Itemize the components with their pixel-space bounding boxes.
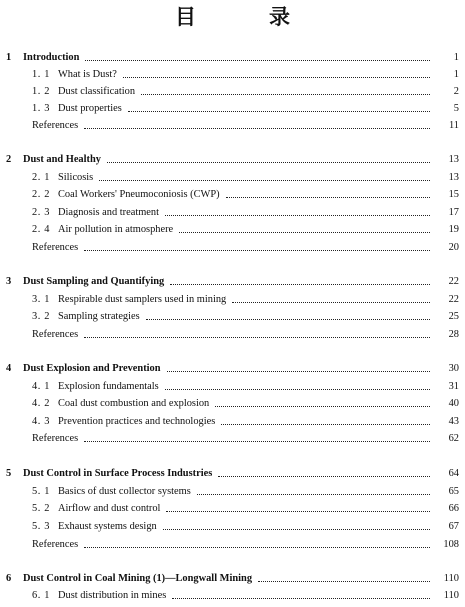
chapter-number: 6 — [6, 573, 12, 584]
toc-section-2-4[interactable] — [0, 222, 465, 238]
dot-leader — [84, 440, 430, 442]
references-label: References — [32, 329, 79, 340]
section-number: 3. 1 — [32, 294, 50, 305]
page-number: 28 — [448, 329, 459, 340]
toc-section-2-3[interactable] — [0, 205, 465, 221]
toc-section-1-3[interactable] — [0, 101, 465, 117]
dot-leader — [215, 405, 430, 407]
chapter-title: Dust Control in Coal Mining (1)—Longwall Mining — [23, 573, 253, 584]
dot-leader — [84, 127, 430, 129]
page-number: 13 — [448, 172, 459, 183]
section-title: Dust classification — [58, 86, 136, 97]
page-number: 110 — [443, 590, 459, 601]
page-number: 62 — [448, 433, 459, 444]
dot-leader — [165, 388, 430, 390]
references-label: References — [32, 539, 79, 550]
toc-references-4[interactable] — [0, 431, 465, 447]
toc-section-4-3[interactable] — [0, 414, 465, 430]
dot-leader — [258, 580, 430, 582]
section-title: Sampling strategies — [58, 311, 140, 322]
dot-leader — [172, 597, 430, 599]
chapter-title: Dust Sampling and Quantifying — [23, 276, 165, 287]
chapter-title: Dust and Healthy — [23, 154, 101, 165]
section-number: 4. 3 — [32, 416, 50, 427]
page-number: 25 — [448, 311, 459, 322]
section-number: 1. 2 — [32, 86, 50, 97]
dot-leader — [128, 110, 430, 112]
section-number: 1. 3 — [32, 103, 50, 114]
section-title: Exhaust systems design — [58, 521, 157, 532]
toc-section-4-2[interactable] — [0, 396, 465, 412]
toc-section-2-2[interactable] — [0, 187, 465, 203]
dot-leader — [179, 231, 430, 233]
toc-section-5-2[interactable] — [0, 501, 465, 517]
dot-leader — [165, 214, 430, 216]
toc-references-1[interactable] — [0, 118, 465, 134]
section-number: 2. 4 — [32, 224, 50, 235]
toc-chapter-2[interactable] — [0, 152, 465, 168]
chapter-title: Dust Control in Surface Process Industries — [23, 468, 213, 479]
section-title: Explosion fundamentals — [58, 381, 159, 392]
chapter-number: 4 — [6, 363, 12, 374]
page-number: 108 — [443, 539, 459, 550]
dot-leader — [218, 475, 430, 477]
page-number: 64 — [448, 468, 459, 479]
dot-leader — [85, 59, 430, 61]
chapter-number: 5 — [6, 468, 12, 479]
section-title: Diagnosis and treatment — [58, 207, 159, 218]
page-title: 目 录 — [175, 5, 316, 29]
page-number: 43 — [448, 416, 459, 427]
toc-references-2[interactable] — [0, 240, 465, 256]
page-number: 30 — [448, 363, 459, 374]
section-title: What is Dust? — [58, 69, 117, 80]
toc-chapter-4[interactable] — [0, 361, 465, 377]
chapter-number: 3 — [6, 276, 12, 287]
page-number: 11 — [448, 120, 459, 131]
section-number: 5. 2 — [32, 503, 50, 514]
toc-chapter-6[interactable] — [0, 571, 465, 587]
dot-leader — [141, 93, 430, 95]
references-label: References — [32, 433, 79, 444]
section-title: Respirable dust samplers used in mining — [58, 294, 227, 305]
page-number: 31 — [448, 381, 459, 392]
chapter-title: Introduction — [23, 52, 80, 63]
toc-section-5-3[interactable] — [0, 519, 465, 535]
section-title: Air pollution in atmosphere — [58, 224, 174, 235]
section-title: Coal Workers' Pneumoconiosis (CWP) — [58, 189, 220, 200]
section-number: 4. 2 — [32, 398, 50, 409]
section-title: Prevention practices and technologies — [58, 416, 216, 427]
references-label: References — [32, 120, 79, 131]
dot-leader — [84, 249, 430, 251]
references-label: References — [32, 242, 79, 253]
dot-leader — [166, 510, 430, 512]
section-number: 3. 2 — [32, 311, 50, 322]
page-number: 5 — [453, 103, 459, 114]
toc-section-1-2[interactable] — [0, 84, 465, 100]
dot-leader — [107, 161, 430, 163]
dot-leader — [197, 493, 430, 495]
page-number: 17 — [448, 207, 459, 218]
dot-leader — [221, 423, 430, 425]
page-number: 66 — [448, 503, 459, 514]
page-number: 22 — [448, 294, 459, 305]
page-number: 19 — [448, 224, 459, 235]
page-number: 67 — [448, 521, 459, 532]
dot-leader — [232, 301, 430, 303]
toc-references-5[interactable] — [0, 537, 465, 553]
toc-chapter-1[interactable] — [0, 50, 465, 66]
section-number: 5. 3 — [32, 521, 50, 532]
dot-leader — [170, 283, 430, 285]
section-title: Coal dust combustion and explosion — [58, 398, 210, 409]
dot-leader — [84, 546, 430, 548]
page-number: 40 — [448, 398, 459, 409]
dot-leader — [226, 196, 430, 198]
section-number: 1. 1 — [32, 69, 50, 80]
section-number: 6. 1 — [32, 590, 50, 601]
toc-section-1-1[interactable] — [0, 67, 465, 83]
section-title: Dust properties — [58, 103, 122, 114]
page-number: 110 — [443, 573, 459, 584]
section-title: Silicosis — [58, 172, 94, 183]
dot-leader — [163, 528, 430, 530]
page-number: 22 — [448, 276, 459, 287]
page-number: 20 — [448, 242, 459, 253]
page-number: 1 — [453, 69, 459, 80]
toc-section-3-1[interactable] — [0, 292, 465, 308]
page-number: 15 — [448, 189, 459, 200]
section-number: 5. 1 — [32, 486, 50, 497]
chapter-title: Dust Explosion and Prevention — [23, 363, 161, 374]
page-number: 1 — [453, 52, 459, 63]
page-number: 2 — [453, 86, 459, 97]
dot-leader — [84, 336, 430, 338]
toc-section-3-2[interactable] — [0, 309, 465, 325]
section-number: 2. 1 — [32, 172, 50, 183]
dot-leader — [146, 318, 430, 320]
toc-section-4-1[interactable] — [0, 379, 465, 395]
chapter-number: 2 — [6, 154, 12, 165]
page-number: 65 — [448, 486, 459, 497]
section-number: 2. 3 — [32, 207, 50, 218]
dot-leader — [167, 370, 430, 372]
dot-leader — [99, 179, 430, 181]
chapter-number: 1 — [6, 52, 12, 63]
toc-chapter-5[interactable] — [0, 466, 465, 482]
section-number: 4. 1 — [32, 381, 50, 392]
toc-section-6-1[interactable] — [0, 588, 465, 604]
section-number: 2. 2 — [32, 189, 50, 200]
toc-section-2-1[interactable] — [0, 170, 465, 186]
section-title: Basics of dust collector systems — [58, 486, 191, 497]
toc-section-5-1[interactable] — [0, 484, 465, 500]
dot-leader — [123, 76, 430, 78]
section-title: Dust distribution in mines — [58, 590, 167, 601]
toc-chapter-3[interactable] — [0, 274, 465, 290]
page-number: 13 — [448, 154, 459, 165]
toc-references-3[interactable] — [0, 327, 465, 343]
section-title: Airflow and dust control — [58, 503, 161, 514]
